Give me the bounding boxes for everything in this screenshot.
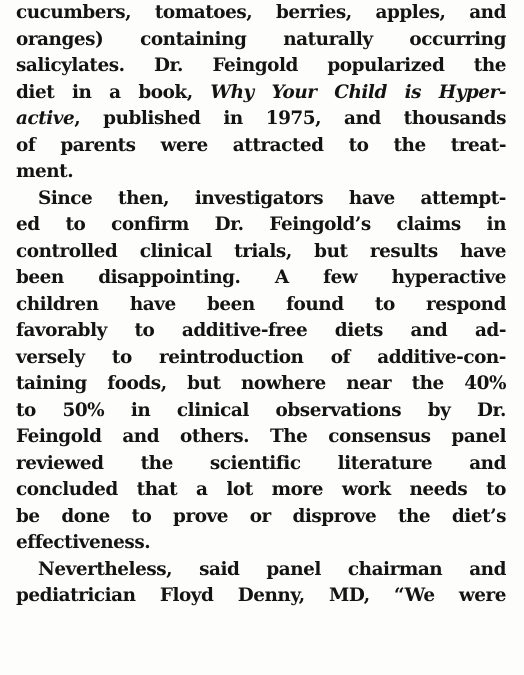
text-line: to 50% in clinical observations by Dr. bbox=[16, 399, 506, 421]
book-title-text: active bbox=[16, 108, 75, 129]
text-line: effectiveness. bbox=[16, 532, 151, 553]
text-line: versely to reintroduction of additive-con- bbox=[16, 346, 506, 368]
text-line: reviewed the scientific literature and bbox=[16, 452, 506, 474]
text-line: be done to prove or disprove the diet’s bbox=[16, 505, 506, 527]
text-line: salicylates. Dr. Feingold popularized the bbox=[16, 55, 506, 76]
text-line: favorably to additive-free diets and ad- bbox=[16, 320, 506, 341]
text-segment: , published in 1975, and thousands bbox=[74, 108, 506, 129]
text-line: controlled clinical trials, but results have bbox=[16, 240, 506, 262]
text-line bbox=[16, 80, 506, 107]
text-line: ed to confirm Dr. Feingold’s claims in bbox=[16, 214, 506, 235]
text-line: of parents were attracted to the treat- bbox=[16, 134, 506, 156]
paragraph bbox=[16, 0, 506, 186]
text-line: cucumbers, tomatoes, berries, apples, and bbox=[16, 2, 506, 23]
book-title-text: Why Your Child is Hyper- bbox=[210, 81, 507, 103]
text-line: Since then, investigators have attempt- bbox=[38, 187, 506, 209]
text-segment: diet in a book, bbox=[16, 81, 211, 103]
text-line: oranges) containing naturally occurring bbox=[16, 28, 506, 50]
paragraph bbox=[16, 557, 506, 610]
text-line: been disappointing. A few hyperactive bbox=[16, 267, 506, 288]
text-line: concluded that a lot more work needs to bbox=[16, 479, 506, 500]
text-line: children have been found to respond bbox=[16, 293, 506, 315]
paragraph bbox=[16, 186, 506, 557]
text-line: pediatrician Floyd Denny, MD, “We were bbox=[16, 585, 506, 606]
text-line bbox=[16, 106, 506, 133]
text-line: Feingold and others. The consensus panel bbox=[16, 426, 506, 447]
text-line: Nevertheless, said panel chairman and bbox=[38, 558, 506, 580]
article-column bbox=[16, 0, 506, 610]
text-line: taining foods, but nowhere near the 40% bbox=[16, 373, 506, 394]
text-line: ment. bbox=[16, 161, 74, 182]
